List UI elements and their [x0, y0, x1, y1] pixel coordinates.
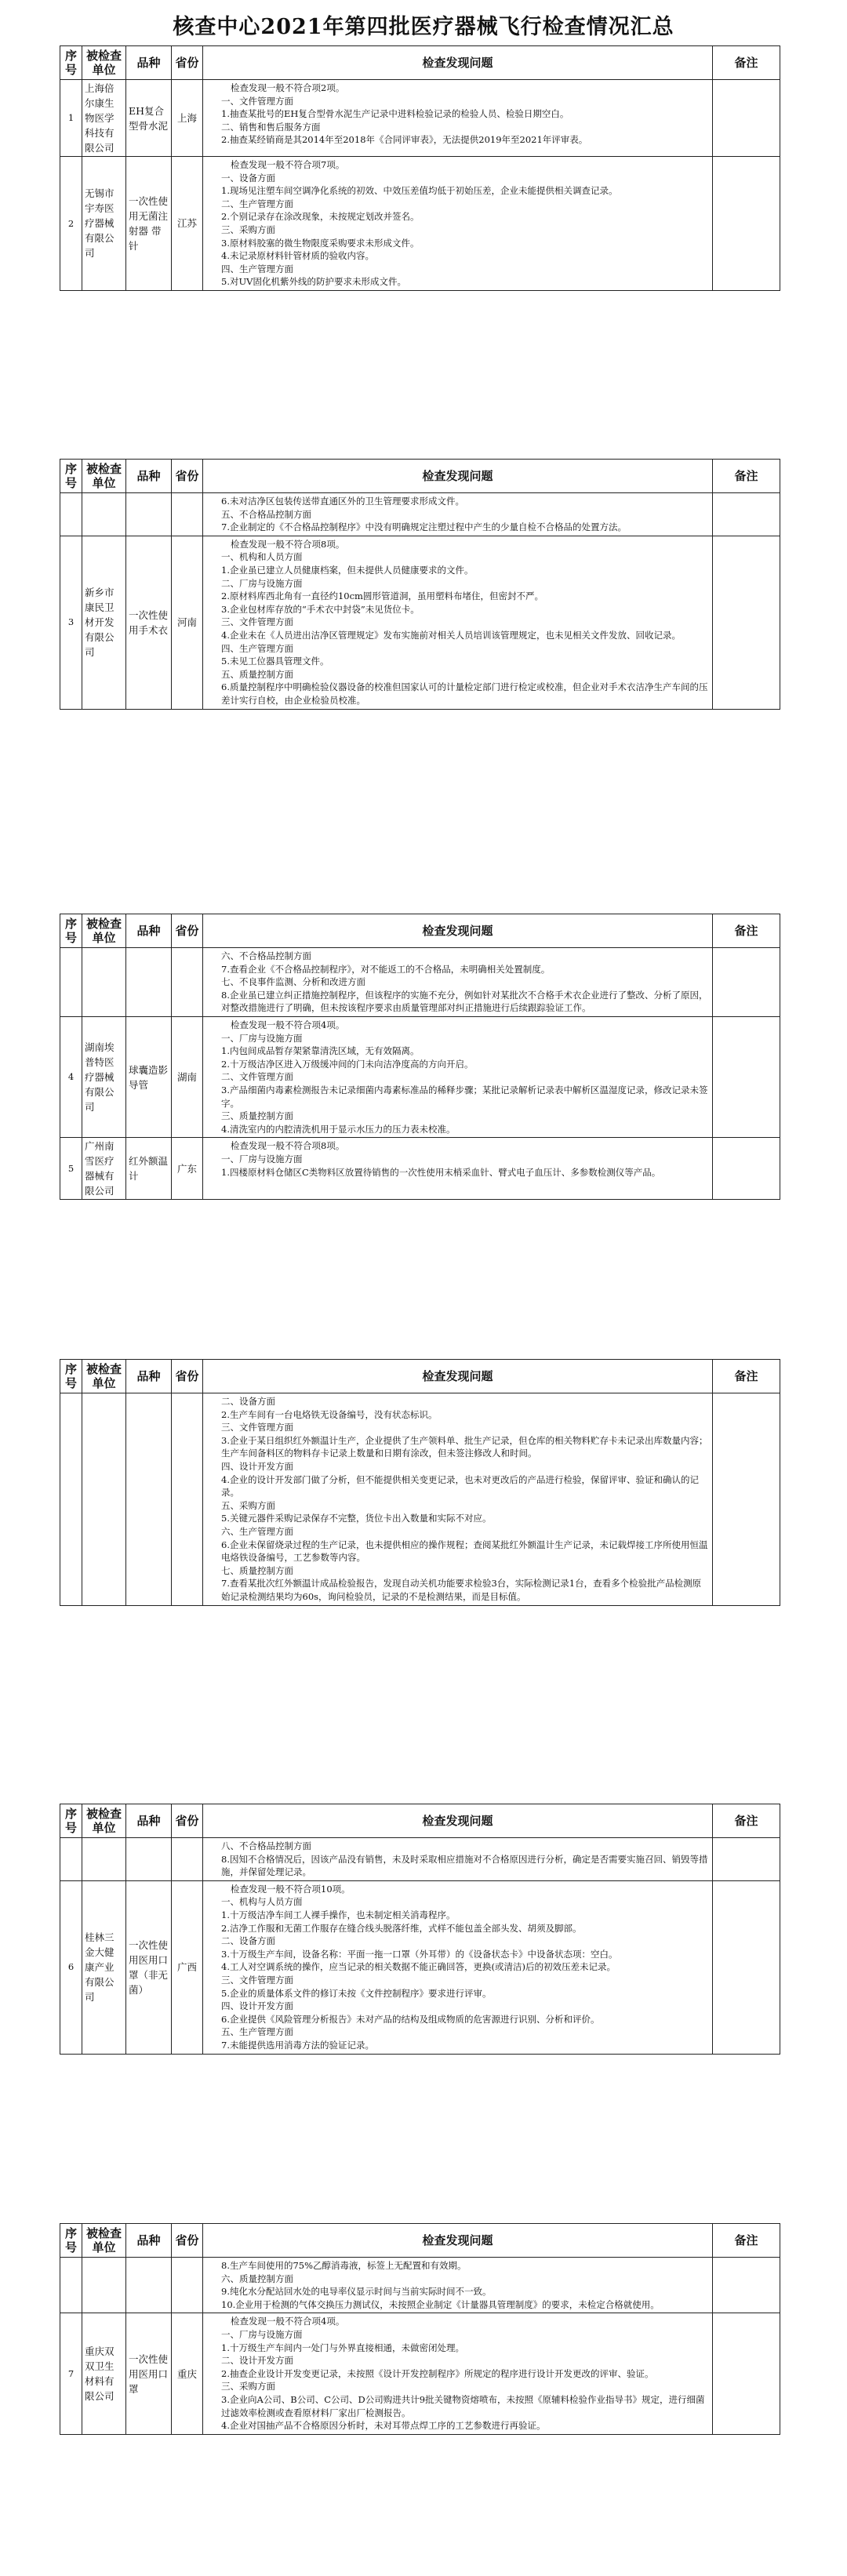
finding-line: 3.企业于某日组织红外额温计生产，企业提供了生产领料单、批生产记录，但仓库的相关物料贮存卡未记录出库数量内容；生产车间备料区的物料存卡记录上数量和日期有涂改，但未签注修改人和时间。 [221, 1434, 708, 1459]
company-name: 无锡市宇寿医疗器械有限公司 [82, 157, 126, 291]
finding-line: 2.十万级洁净区进入万级缓冲间的门未向洁净度高的方向开启。 [221, 1058, 474, 1070]
row-number [60, 1838, 82, 1881]
product-name [126, 493, 172, 536]
row-number: 2 [60, 157, 82, 291]
header-province: 省份 [172, 46, 203, 80]
finding-line: 1.四楼原材料仓储区C类物料区放置待销售的一次性使用末梢采血针、臂式电子血压计、多参数检测仪等产品。 [221, 1166, 661, 1178]
finding-line: 5.对UV固化机紫外线的防护要求未形成文件。 [221, 276, 406, 288]
remarks [713, 2313, 780, 2434]
header-remarks: 备注 [713, 2224, 780, 2258]
company-name: 桂林三金大健康产业有限公司 [82, 1880, 126, 2054]
finding-line: 二、设备方面 [221, 1396, 275, 1407]
header-no: 序号 [60, 46, 82, 80]
findings-table [60, 914, 780, 1200]
province [172, 493, 203, 536]
table-header-row [60, 914, 780, 948]
finding-line: 四、生产管理方面 [221, 263, 293, 274]
findings-table [60, 45, 780, 291]
finding-line: 一、设备方面 [221, 172, 275, 183]
remarks [713, 2258, 780, 2313]
company-name: 新乡市康民卫材开发有限公司 [82, 536, 126, 709]
header-no: 序号 [60, 460, 82, 493]
province: 重庆 [172, 2313, 203, 2434]
finding-line: 二、文件管理方面 [221, 1071, 293, 1083]
finding-line: 1.十万级洁净车间工人裸手操作，也未制定相关消毒程序。 [221, 1909, 456, 1920]
product-name [126, 2258, 172, 2313]
finding-line: 五、质量控制方面 [221, 668, 293, 680]
header-findings: 检查发现问题 [203, 914, 713, 948]
findings-cell [203, 1838, 713, 1881]
row-number [60, 948, 82, 1017]
finding-line: 6.未对洁净区包装传送带直通区外的卫生管理要求形成文件。 [221, 496, 464, 507]
findings-cell [203, 1393, 713, 1606]
finding-line: 三、采购方面 [221, 223, 275, 235]
table-row [60, 493, 780, 536]
finding-line: 4.未记录原材料针管材质的验收内容。 [221, 250, 374, 262]
table-header-row [60, 1804, 780, 1838]
header-company: 被检查单位 [82, 2224, 126, 2258]
finding-line: 二、设计开发方面 [221, 2355, 293, 2367]
table-page [60, 914, 780, 1200]
finding-line: 2.抽查企业设计开发变更记录，未按照《设计开发控制程序》所规定的程序进行设计开发更改的评审、验证。 [221, 2367, 654, 2379]
finding-line: 4.企业的设计开发部门做了分析，但不能提供相关变更记录，也未对更改后的产品进行检验，保留评审、验证和确认的记录。 [221, 1473, 699, 1499]
finding-line: 1.现场见注塑车间空调净化系统的初效、中效压差值均低于初始压差，企业未能提供相关调查记录。 [221, 185, 618, 197]
findings-cell [203, 157, 713, 291]
row-number: 3 [60, 536, 82, 709]
finding-line: 检查发现一般不符合项4项。 [231, 1019, 345, 1030]
finding-line: 2.洁净工作服和无菌工作服存在缝合线头脱落纤维，式样不能包盖全部头发、胡须及脚部。 [221, 1922, 582, 1934]
province [172, 948, 203, 1017]
product-name: EH复合型骨水泥 [126, 80, 172, 157]
finding-line: 5.未见工位器具管理文件。 [221, 656, 329, 667]
header-company: 被检查单位 [82, 1360, 126, 1393]
company-name: 湖南埃普特医疗器械有限公司 [82, 1016, 126, 1137]
finding-line: 一、文件管理方面 [221, 95, 293, 107]
header-no: 序号 [60, 914, 82, 948]
finding-line: 检查发现一般不符合项7项。 [231, 159, 345, 170]
findings-cell [203, 2258, 713, 2313]
table-row [60, 80, 780, 157]
header-product: 品种 [126, 914, 172, 948]
findings-cell [203, 80, 713, 157]
findings-table [60, 459, 780, 710]
finding-line: 检查发现一般不符合项2项。 [231, 82, 345, 93]
header-remarks: 备注 [713, 46, 780, 80]
finding-line: 三、采购方面 [221, 2381, 275, 2393]
remarks [713, 1016, 780, 1137]
table-row [60, 2313, 780, 2434]
finding-line: 7.查看企业《不合格品控制程序》，对不能返工的不合格品，未明确相关处置制度。 [221, 963, 551, 975]
table-page [60, 2223, 780, 2435]
company-name [82, 948, 126, 1017]
remarks [713, 1838, 780, 1881]
finding-line: 1.抽查某批号的EH复合型骨水泥生产记录中进料检验记录的检验人员、检验日期空白。 [221, 108, 569, 120]
company-name [82, 2258, 126, 2313]
row-number [60, 493, 82, 536]
finding-line: 8.生产车间使用的75%乙醇消毒液，标签上无配置和有效期。 [221, 2260, 467, 2271]
finding-line: 6.企业提供《风险管理分析报告》未对产品的结构及组成物质的危害源进行识别、分析和评价。 [221, 2013, 600, 2025]
province: 广西 [172, 1880, 203, 2054]
finding-line: 7.未能提供选用消毒方法的验证记录。 [221, 2039, 374, 2051]
findings-table [60, 2223, 780, 2435]
header-product: 品种 [126, 460, 172, 493]
finding-line: 2.原材料库西北角有一直径约10cm圆形管道洞，虽用塑料布堵住，但密封不严。 [221, 590, 543, 602]
finding-line: 5.企业的质量体系文件的修订未按《文件控制程序》要求进行评审。 [221, 1987, 492, 1999]
findings-cell [203, 1138, 713, 1200]
finding-line: 一、厂房与设施方面 [221, 2328, 303, 2340]
header-company: 被检查单位 [82, 1804, 126, 1838]
finding-line: 一、机构和人员方面 [221, 551, 303, 563]
table-row [60, 1880, 780, 2054]
finding-line: 七、质量控制方面 [221, 1564, 293, 1576]
table-row [60, 157, 780, 291]
product-name: 红外额温计 [126, 1138, 172, 1200]
remarks [713, 157, 780, 291]
table-row [60, 1138, 780, 1200]
finding-line: 3.原材料胶塞的微生物限度采购要求未形成文件。 [221, 237, 420, 249]
product-name: 一次性使用医用口罩 [126, 2313, 172, 2434]
finding-line: 七、不良事件监测、分析和改进方面 [221, 976, 365, 988]
header-findings: 检查发现问题 [203, 46, 713, 80]
header-province: 省份 [172, 914, 203, 948]
table-row [60, 1016, 780, 1137]
finding-line: 4.清洗室内的内腔清洗机用于显示水压力的压力表未校准。 [221, 1123, 456, 1135]
finding-line: 1.企业虽已建立人员健康档案，但未提供人员健康要求的文件。 [221, 564, 474, 576]
header-findings: 检查发现问题 [203, 460, 713, 493]
header-province: 省份 [172, 1804, 203, 1838]
table-row [60, 948, 780, 1017]
row-number: 6 [60, 1880, 82, 2054]
remarks [713, 1880, 780, 2054]
header-product: 品种 [126, 1360, 172, 1393]
row-number: 4 [60, 1016, 82, 1137]
finding-line: 9.纯化水分配站回水处的电导率仪显示时间与当前实际时间不一致。 [221, 2286, 492, 2298]
header-findings: 检查发现问题 [203, 1804, 713, 1838]
province: 湖南 [172, 1016, 203, 1137]
finding-line: 四、设计开发方面 [221, 1460, 293, 1472]
row-number [60, 2258, 82, 2313]
finding-line: 4.企业未在《人员进出洁净区管理规定》发布实施前对相关人员培训该管理规定，也未见相关文件发放、回收记录。 [221, 629, 681, 641]
finding-line: 10.企业用于检测的气体交换压力测试仪，未按照企业制定《计量器具管理制度》的要求，未检定合格就使用。 [221, 2298, 660, 2310]
header-no: 序号 [60, 1360, 82, 1393]
header-product: 品种 [126, 46, 172, 80]
table-row [60, 536, 780, 709]
product-name [126, 948, 172, 1017]
province: 上海 [172, 80, 203, 157]
finding-line: 五、生产管理方面 [221, 2026, 293, 2038]
product-name [126, 1838, 172, 1881]
province [172, 1393, 203, 1606]
finding-line: 7.企业制定的《不合格品控制程序》中没有明确规定注塑过程中产生的少量自检不合格品的处置方法。 [221, 521, 627, 533]
finding-line: 三、文件管理方面 [221, 1422, 293, 1433]
table-page [60, 1804, 780, 2055]
finding-line: 三、文件管理方面 [221, 616, 293, 628]
findings-table [60, 1359, 780, 1606]
table-header-row [60, 460, 780, 493]
product-name: 一次性使用医用口罩（非无菌） [126, 1880, 172, 2054]
product-name: 球囊造影导管 [126, 1016, 172, 1137]
header-no: 序号 [60, 1804, 82, 1838]
company-name: 重庆双双卫生材料有限公司 [82, 2313, 126, 2434]
province: 河南 [172, 536, 203, 709]
province [172, 1838, 203, 1881]
findings-cell [203, 493, 713, 536]
finding-line: 1.十万级生产车间内一处门与外界直接相通，未做密闭处理。 [221, 2342, 464, 2353]
header-findings: 检查发现问题 [203, 2224, 713, 2258]
finding-line: 二、销售和售后服务方面 [221, 121, 321, 133]
finding-line: 二、设备方面 [221, 1935, 275, 1947]
remarks [713, 80, 780, 157]
findings-cell [203, 948, 713, 1017]
finding-line: 8.企业虽已建立纠正措施控制程序，但该程序的实施不充分，例如针对某批次不合格手术衣企业进行了整改、分析了原因，对整改措施进行了明确，但未按该程序要求由质量管理部对纠正措施进行后续跟踪验证工作。 [221, 989, 708, 1014]
finding-line: 1.内包间成品暂存架紧靠清洗区域，无有效隔离。 [221, 1045, 420, 1057]
findings-cell [203, 1880, 713, 2054]
finding-line: 8.因知不合格情况后，因该产品没有销售，未及时采取相应措施对不合格原因进行分析，确定是否需要实施召回、销毁等措施，并保留处理记录。 [221, 1853, 708, 1878]
finding-line: 检查发现一般不符合项10项。 [231, 1883, 351, 1895]
province: 江苏 [172, 157, 203, 291]
header-province: 省份 [172, 1360, 203, 1393]
remarks [713, 536, 780, 709]
remarks [713, 1393, 780, 1606]
finding-line: 六、生产管理方面 [221, 1525, 293, 1537]
findings-table [60, 1804, 780, 2055]
finding-line: 3.十万级生产车间，设备名称：平面一拖一口罩（外耳带）的《设备状态卡》中设备状态项：空白。 [221, 1948, 618, 1960]
company-name [82, 1393, 126, 1606]
header-remarks: 备注 [713, 914, 780, 948]
header-company: 被检查单位 [82, 460, 126, 493]
row-number [60, 1393, 82, 1606]
finding-line: 五、采购方面 [221, 1499, 275, 1511]
company-name: 广州南雪医疗器械有限公司 [82, 1138, 126, 1200]
finding-line: 3.产品细菌内毒素检测报告未记录细菌内毒素标准品的稀释步骤；某批记录解析记录表中解析区温湿度记录，修改记录未签字。 [221, 1084, 708, 1109]
finding-line: 4.工人对空调系统的操作，应当记录的相关数据不能正确回答，更换(或清洁)后的初效压差未记录。 [221, 1961, 616, 1973]
finding-line: 六、不合格品控制方面 [221, 950, 311, 961]
row-number: 1 [60, 80, 82, 157]
province: 广东 [172, 1138, 203, 1200]
finding-line: 四、生产管理方面 [221, 642, 293, 654]
finding-line: 一、厂房与设施方面 [221, 1032, 303, 1044]
company-name [82, 1838, 126, 1881]
table-row [60, 1393, 780, 1606]
company-name: 上海倍尔康生物医学科技有限公司 [82, 80, 126, 157]
page-title: 核查中心2021年第四批医疗器械飞行检查情况汇总 [173, 15, 674, 39]
finding-line: 检查发现一般不符合项4项。 [231, 2316, 345, 2327]
header-product: 品种 [126, 1804, 172, 1838]
header-no: 序号 [60, 2224, 82, 2258]
findings-cell [203, 536, 713, 709]
row-number: 7 [60, 2313, 82, 2434]
finding-line: 二、生产管理方面 [221, 198, 293, 209]
table-header-row [60, 1360, 780, 1393]
finding-line: 五、不合格品控制方面 [221, 508, 311, 520]
finding-line: 4.企业对国抽产品不合格原因分析时，未对耳带点焊工序的工艺参数进行再验证。 [221, 2420, 546, 2432]
table-row [60, 1838, 780, 1881]
finding-line: 检查发现一般不符合项8项。 [231, 538, 345, 550]
header-province: 省份 [172, 2224, 203, 2258]
findings-cell [203, 2313, 713, 2434]
finding-line: 六、质量控制方面 [221, 2273, 293, 2284]
header-remarks: 备注 [713, 1360, 780, 1393]
finding-line: 一、厂房与设施方面 [221, 1153, 303, 1164]
finding-line: 三、文件管理方面 [221, 1974, 293, 1986]
finding-line: 一、机构与人员方面 [221, 1896, 303, 1908]
header-company: 被检查单位 [82, 46, 126, 80]
header-remarks: 备注 [713, 460, 780, 493]
header-remarks: 备注 [713, 1804, 780, 1838]
row-number: 5 [60, 1138, 82, 1200]
finding-line: 检查发现一般不符合项8项。 [231, 1140, 345, 1152]
finding-line: 2.生产车间有一台电烙铁无设备编号，没有状态标识。 [221, 1408, 438, 1420]
product-name: 一次性使用手术衣 [126, 536, 172, 709]
header-findings: 检查发现问题 [203, 1360, 713, 1393]
remarks [713, 493, 780, 536]
finding-line: 6.质量控制程序中明确检验仪器设备的校准但国家认可的计量检定部门进行检定或校准，但企业对手术衣洁净生产车间的压差计实行自校，由企业检验员校准。 [221, 681, 708, 706]
findings-cell [203, 1016, 713, 1137]
header-company: 被检查单位 [82, 914, 126, 948]
province [172, 2258, 203, 2313]
header-product: 品种 [126, 2224, 172, 2258]
header-province: 省份 [172, 460, 203, 493]
table-header-row [60, 2224, 780, 2258]
finding-line: 3.企业向A公司、B公司、C公司、D公司购进共计9批关键物资熔喷布，未按照《原辅料检验作业指导书》规定，进行细菌过滤效率检测或查看原材料厂家出厂检测报告。 [221, 2393, 705, 2418]
finding-line: 3.企业包材库存放的“手术衣中封袋”未见货位卡。 [221, 603, 420, 615]
table-header-row [60, 46, 780, 80]
finding-line: 7.查看某批次红外额温计成品检验报告，发现自动关机功能要求检验3台，实际检测记录1台，查看多个检验批产品检测原始记录检测结果均为60s，询问检验员，记录的不是检测结果，而是目标值。 [221, 1578, 702, 1602]
finding-line: 四、设计开发方面 [221, 2000, 293, 2012]
finding-line: 2.个别记录存在涂改现象，未按规定划改并签名。 [221, 211, 420, 223]
table-page [60, 1359, 780, 1606]
finding-line: 三、质量控制方面 [221, 1110, 293, 1122]
remarks [713, 948, 780, 1017]
table-page [60, 45, 780, 291]
product-name: 一次性使用无菌注射器 带针 [126, 157, 172, 291]
finding-line: 6.企业未保留烧录过程的生产记录，也未提供相应的操作规程；查阅某批红外额温计生产记录，未记载焊接工序所使用恒温电烙铁设备编号，工艺参数等内容。 [221, 1539, 708, 1564]
finding-line: 5.关键元器件采购记录保存不完整，货位卡出入数量和实际不对应。 [221, 1513, 492, 1524]
company-name [82, 493, 126, 536]
product-name [126, 1393, 172, 1606]
table-row [60, 2258, 780, 2313]
finding-line: 二、厂房与设施方面 [221, 577, 303, 589]
table-page [60, 459, 780, 710]
finding-line: 2.抽查某经销商是其2014年至2018年《合同评审表》，无法提供2019年至2021年评审表。 [221, 134, 588, 146]
finding-line: 八、不合格品控制方面 [221, 1840, 311, 1851]
remarks [713, 1138, 780, 1200]
